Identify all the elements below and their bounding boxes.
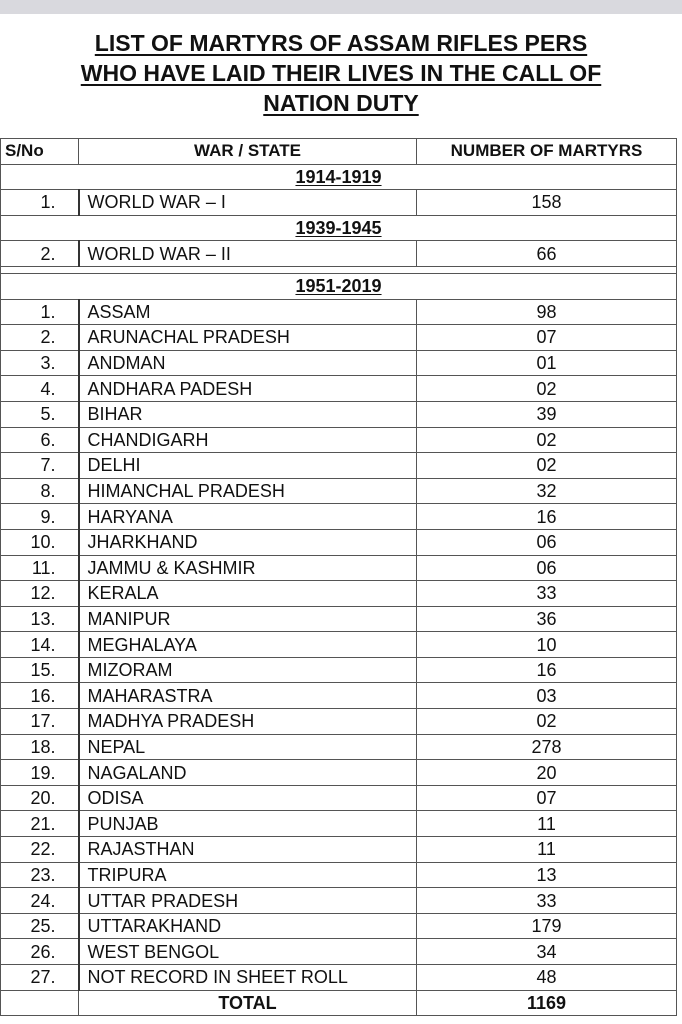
row-count: 278 [417, 734, 677, 760]
table-row [1, 837, 677, 863]
row-war-state: NOT RECORD IN SHEET ROLL [79, 965, 417, 991]
row-sno: 6. [1, 427, 79, 453]
total-label: TOTAL [79, 990, 417, 1016]
row-war-state: HIMANCHAL PRADESH [79, 478, 417, 504]
document-title [0, 28, 682, 118]
row-sno: 8. [1, 478, 79, 504]
table-row [1, 529, 677, 555]
row-sno: 19. [1, 760, 79, 786]
row-count: 11 [417, 811, 677, 837]
row-war-state: NEPAL [79, 734, 417, 760]
row-sno: 1. [1, 190, 79, 216]
row-sno: 4. [1, 376, 79, 402]
total-row [1, 990, 677, 1016]
table-row [1, 888, 677, 914]
row-sno: 5. [1, 401, 79, 427]
row-sno: 1. [1, 299, 79, 325]
row-count: 16 [417, 504, 677, 530]
row-sno: 26. [1, 939, 79, 965]
table-row [1, 760, 677, 786]
table-row [1, 555, 677, 581]
period-label: 1914-1919 [1, 164, 677, 190]
row-war-state: CHANDIGARH [79, 427, 417, 453]
row-war-state: MADHYA PRADESH [79, 709, 417, 735]
row-war-state: WORLD WAR – II [79, 241, 417, 267]
row-count: 07 [417, 325, 677, 351]
row-war-state: MEGHALAYA [79, 632, 417, 658]
row-sno: 17. [1, 709, 79, 735]
row-war-state: DELHI [79, 453, 417, 479]
row-count: 98 [417, 299, 677, 325]
table-row [1, 478, 677, 504]
row-count: 39 [417, 401, 677, 427]
table-row [1, 581, 677, 607]
spacer-row [1, 266, 677, 273]
row-war-state: MIZORAM [79, 657, 417, 683]
row-count: 48 [417, 965, 677, 991]
row-war-state: RAJASTHAN [79, 837, 417, 863]
row-count: 33 [417, 888, 677, 914]
row-war-state: JHARKHAND [79, 529, 417, 555]
title-line-1: LIST OF MARTYRS OF ASSAM RIFLES PERS [94, 30, 588, 56]
row-count: 02 [417, 709, 677, 735]
table-row [1, 939, 677, 965]
row-count: 06 [417, 529, 677, 555]
table-row [1, 734, 677, 760]
row-war-state: KERALA [79, 581, 417, 607]
row-war-state: MAHARASTRA [79, 683, 417, 709]
title-line-3: NATION DUTY [263, 90, 419, 116]
row-war-state: ODISA [79, 785, 417, 811]
row-sno: 13. [1, 606, 79, 632]
row-count: 01 [417, 350, 677, 376]
row-count: 07 [417, 785, 677, 811]
header-sno: S/No [1, 139, 79, 165]
title-line-2: WHO HAVE LAID THEIR LIVES IN THE CALL OF [80, 60, 602, 86]
header-war-state: WAR / STATE [79, 139, 417, 165]
table-row [1, 965, 677, 991]
row-count: 66 [417, 241, 677, 267]
row-war-state: ANDHARA PADESH [79, 376, 417, 402]
row-war-state: TRIPURA [79, 862, 417, 888]
table-row [1, 453, 677, 479]
row-war-state: WORLD WAR – I [79, 190, 417, 216]
row-count: 13 [417, 862, 677, 888]
row-sno: 14. [1, 632, 79, 658]
total-value: 1169 [417, 990, 677, 1016]
table-row [1, 190, 677, 216]
row-sno: 25. [1, 913, 79, 939]
row-war-state: WEST BENGOL [79, 939, 417, 965]
martyrs-table [0, 138, 677, 1016]
table-row [1, 913, 677, 939]
period-label: 1939-1945 [1, 215, 677, 241]
row-sno: 11. [1, 555, 79, 581]
row-sno: 16. [1, 683, 79, 709]
row-sno: 23. [1, 862, 79, 888]
spacer-cell [1, 266, 677, 273]
row-count: 10 [417, 632, 677, 658]
row-war-state: PUNJAB [79, 811, 417, 837]
row-sno: 21. [1, 811, 79, 837]
table-row [1, 350, 677, 376]
row-count: 36 [417, 606, 677, 632]
row-count: 03 [417, 683, 677, 709]
row-sno: 2. [1, 325, 79, 351]
total-empty-cell [1, 990, 79, 1016]
row-sno: 24. [1, 888, 79, 914]
table-row [1, 401, 677, 427]
row-war-state: ARUNACHAL PRADESH [79, 325, 417, 351]
row-count: 33 [417, 581, 677, 607]
row-sno: 22. [1, 837, 79, 863]
row-war-state: UTTARAKHAND [79, 913, 417, 939]
row-war-state: JAMMU & KASHMIR [79, 555, 417, 581]
row-war-state: UTTAR PRADESH [79, 888, 417, 914]
period-row [1, 215, 677, 241]
row-sno: 10. [1, 529, 79, 555]
row-sno: 18. [1, 734, 79, 760]
header-number-of-martyrs: NUMBER OF MARTYRS [417, 139, 677, 165]
row-count: 02 [417, 427, 677, 453]
table-row [1, 427, 677, 453]
table-row [1, 862, 677, 888]
row-war-state: MANIPUR [79, 606, 417, 632]
row-count: 06 [417, 555, 677, 581]
table-row [1, 325, 677, 351]
period-label: 1951-2019 [1, 273, 677, 299]
table-row [1, 504, 677, 530]
row-sno: 2. [1, 241, 79, 267]
row-sno: 20. [1, 785, 79, 811]
row-count: 20 [417, 760, 677, 786]
row-count: 02 [417, 453, 677, 479]
table-row [1, 785, 677, 811]
row-war-state: ANDMAN [79, 350, 417, 376]
table-row [1, 632, 677, 658]
row-sno: 12. [1, 581, 79, 607]
table-row [1, 241, 677, 267]
row-war-state: ASSAM [79, 299, 417, 325]
period-row [1, 164, 677, 190]
table-row [1, 709, 677, 735]
table-row [1, 683, 677, 709]
row-count: 11 [417, 837, 677, 863]
row-count: 32 [417, 478, 677, 504]
row-sno: 7. [1, 453, 79, 479]
row-count: 158 [417, 190, 677, 216]
row-sno: 27. [1, 965, 79, 991]
top-bar [0, 0, 682, 14]
table-row [1, 811, 677, 837]
row-war-state: BIHAR [79, 401, 417, 427]
table-row [1, 376, 677, 402]
row-war-state: NAGALAND [79, 760, 417, 786]
row-sno: 9. [1, 504, 79, 530]
row-count: 179 [417, 913, 677, 939]
period-row [1, 273, 677, 299]
row-sno: 3. [1, 350, 79, 376]
row-war-state: HARYANA [79, 504, 417, 530]
table-row [1, 606, 677, 632]
row-count: 34 [417, 939, 677, 965]
row-sno: 15. [1, 657, 79, 683]
table-header-row [1, 139, 677, 165]
table-row [1, 299, 677, 325]
row-count: 16 [417, 657, 677, 683]
table-row [1, 657, 677, 683]
row-count: 02 [417, 376, 677, 402]
